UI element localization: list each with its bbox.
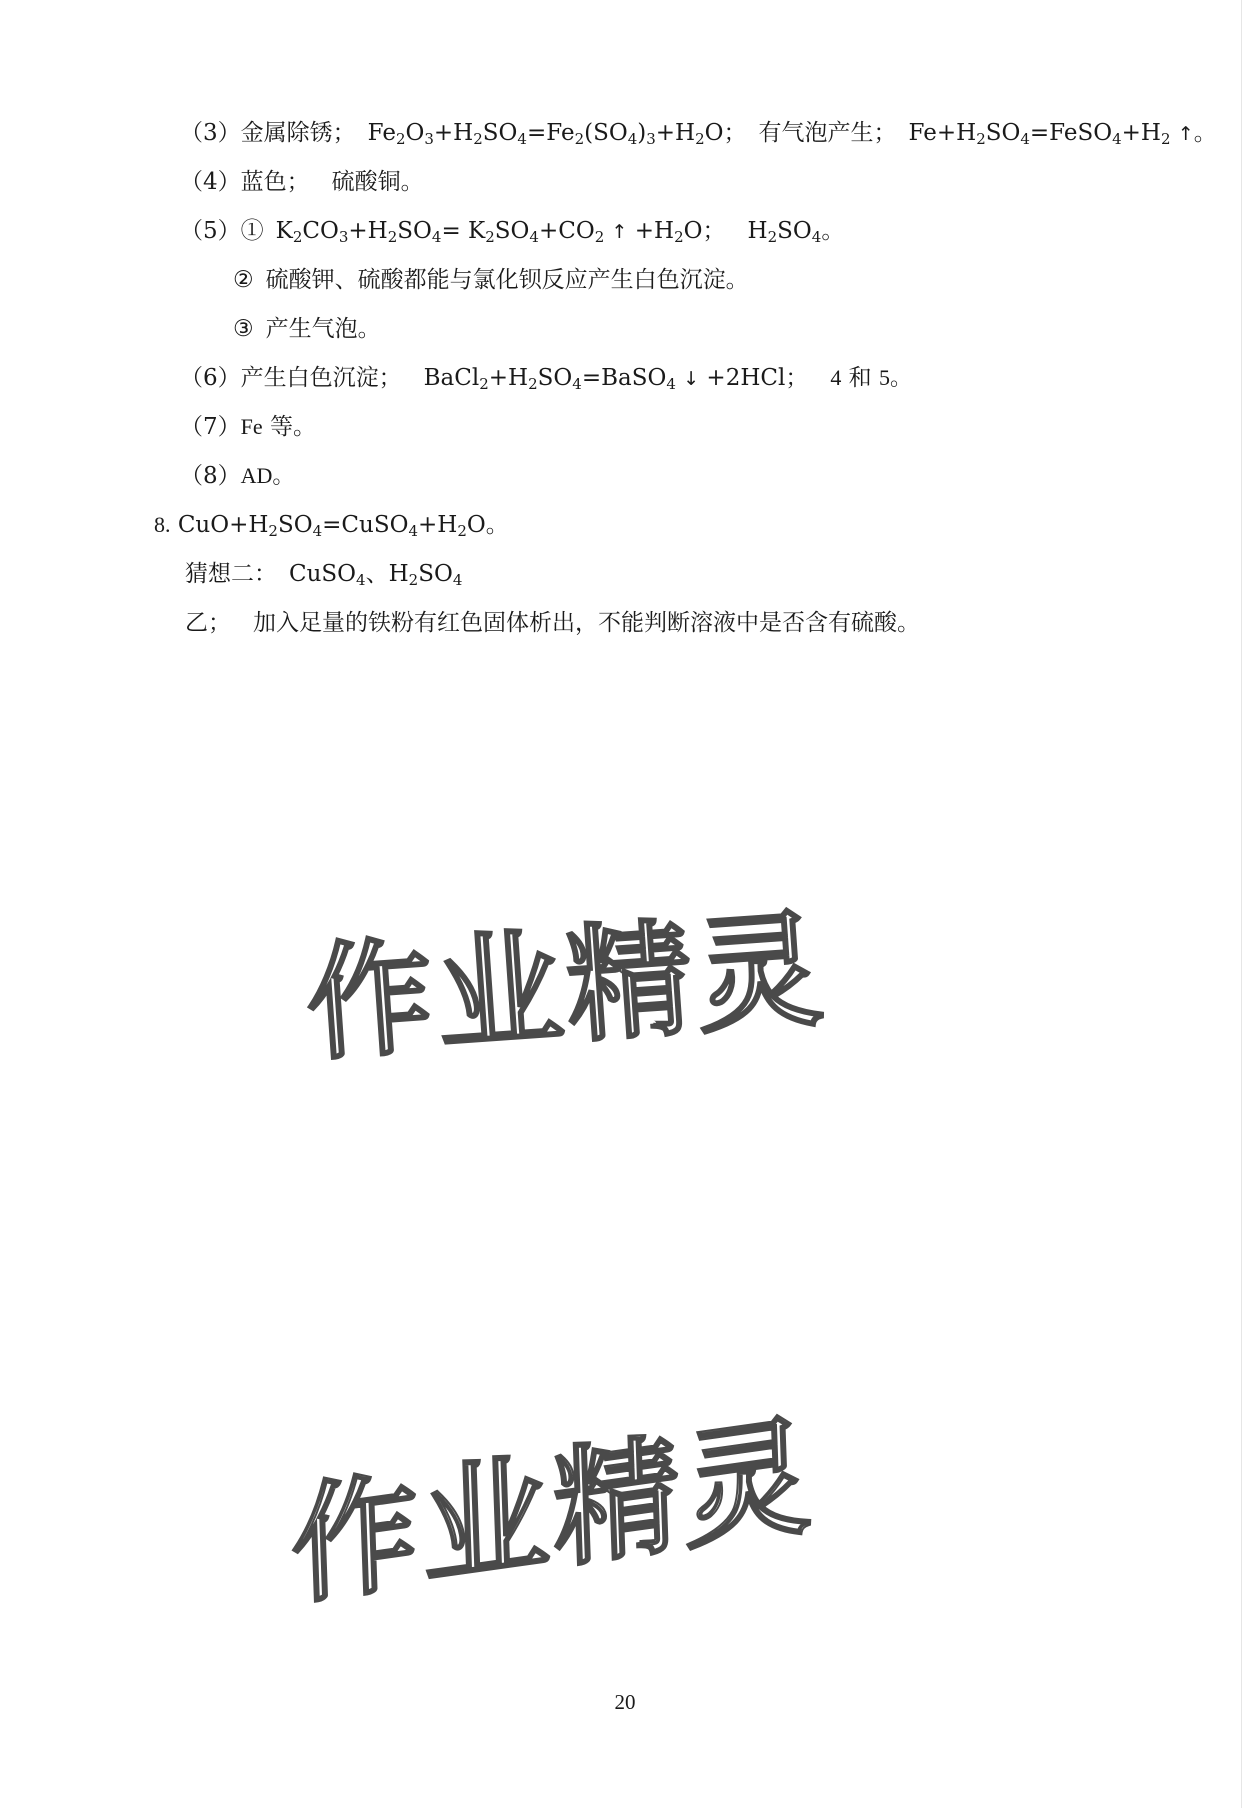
- item-4-answer-substance: 硫酸铜。: [331, 169, 424, 195]
- item-4-answer-color: 蓝色；: [240, 169, 310, 195]
- precipitate-arrow-icon: ↓: [683, 368, 700, 390]
- item-5-part-3: [233, 314, 381, 344]
- gas-arrow-icon: ↑: [1177, 123, 1194, 145]
- guess-two-label: 猜想二：: [185, 561, 277, 587]
- item-7: [180, 412, 316, 442]
- item-3-answer-use: 金属除锈；: [240, 120, 356, 146]
- item-7-answer: Fe 等。: [240, 414, 316, 440]
- circled-number-3: ③: [233, 316, 254, 342]
- item-6-equation: $BaCl_2+H_2SO_4=BaSO_4$ ↓ +2HCl；: [423, 365, 809, 393]
- item-8-label: （8）: [180, 463, 241, 489]
- gas-arrow-icon: ↑: [611, 221, 628, 243]
- item-8: [180, 461, 294, 491]
- item-6: [180, 363, 912, 394]
- item-3-answer-bubbles: 有气泡产生；: [758, 120, 897, 146]
- question-8-number: 8.: [154, 512, 171, 537]
- item-8-answer: AD。: [240, 463, 295, 488]
- page-number: 20: [614, 1690, 636, 1714]
- item-6-answer-tubes: 4 和 5。: [830, 365, 912, 391]
- item-5-part-2: [233, 265, 749, 295]
- item-3-label: （3）: [180, 120, 241, 146]
- student-yi-reason: 加入足量的铁粉有红色固体析出，不能判断溶液中是否含有硫酸。: [253, 610, 920, 636]
- item-5-reason: 硫酸钾、硫酸都能与氯化钡反应产生白色沉淀。: [265, 267, 749, 293]
- item-5-phenomenon: 产生气泡。: [265, 316, 381, 342]
- item-7-label: （7）: [180, 414, 241, 440]
- item-4-label: （4）: [180, 169, 241, 195]
- question-8-conclusion-line: [185, 608, 920, 638]
- item-4: [180, 167, 424, 197]
- circled-number-2: ②: [233, 267, 254, 293]
- circled-number-1: ①: [240, 218, 264, 244]
- question-8-equation: $CuO+H_2SO_4=CuSO_4+H_2O$。: [177, 512, 509, 540]
- item-5-part-1: [180, 216, 844, 247]
- watermark-logo: 作业精灵: [301, 895, 831, 1079]
- item-6-answer-phenomenon: 产生白色沉淀；: [240, 365, 402, 391]
- item-3-equation-rust: $Fe_2O_3+H_2SO_4=Fe_2(SO_4)_3+H_2O$；: [367, 120, 747, 148]
- student-yi-label: 乙；: [185, 610, 231, 636]
- watermark-logo: 作业精灵: [289, 1400, 818, 1624]
- item-6-label: （6）: [180, 365, 241, 391]
- item-3: [180, 118, 1217, 149]
- scan-edge-line: [1241, 0, 1242, 1808]
- question-8-guess-line: [185, 559, 462, 589]
- item-3-equation-iron: $Fe+H_2SO_4=FeSO_4+H_2$ ↑。: [908, 120, 1217, 148]
- guess-two-answer: CuSO$_4$、$H_2SO_4$: [289, 561, 463, 589]
- question-8-equation-line: [154, 510, 509, 540]
- item-5-acid: $H_2SO_4$。: [747, 218, 845, 246]
- item-5-label: （5）: [180, 218, 241, 244]
- item-5-equation: $K_2CO_3+H_2SO_4= K_2SO_4+CO_2$ ↑ $+H_2O$；: [275, 218, 726, 246]
